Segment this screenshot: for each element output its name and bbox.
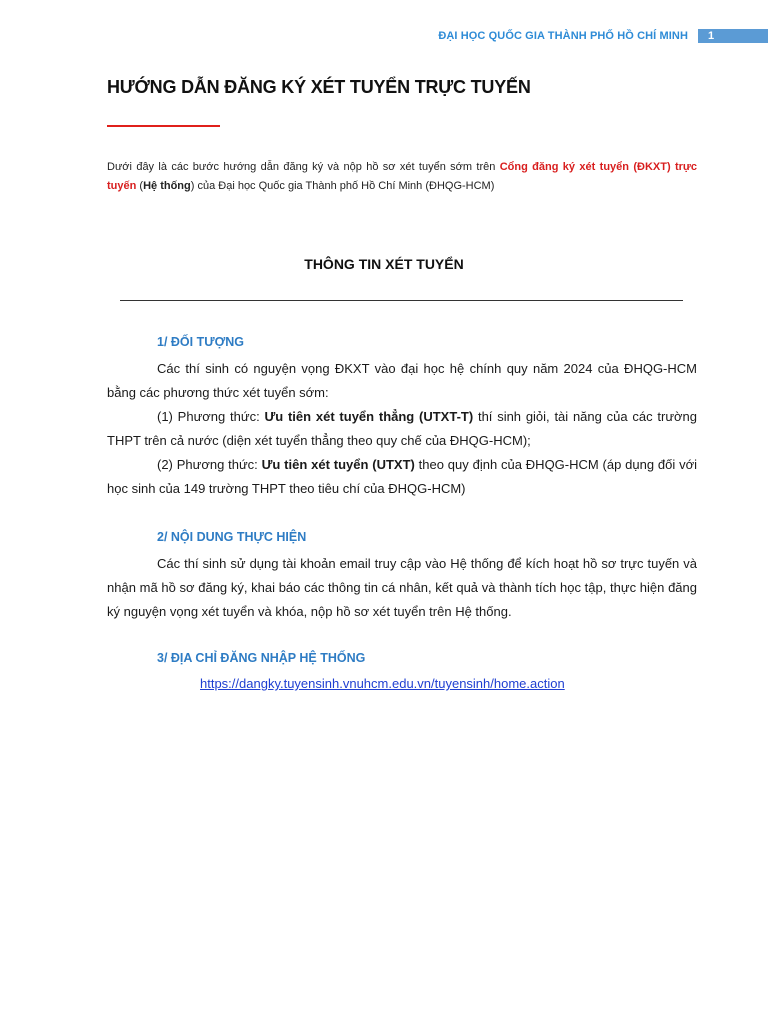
method-1-paragraph (107, 405, 697, 453)
section-3-heading: 3/ ĐỊA CHỈ ĐĂNG NHẬP HỆ THỐNG (157, 651, 366, 665)
intro-text-2: ( (136, 180, 144, 192)
title-underline (107, 125, 220, 127)
method-2-desc: theo quy định của ĐHQG-HCM (áp dụng đối với học sinh của 149 trường THPT theo tiêu chí của ĐHQG-HCM) (107, 457, 698, 496)
method-2-prefix: (2) Phương thức: (157, 457, 262, 472)
method-2-name: Ưu tiên xét tuyển (UTXT) (261, 457, 415, 472)
intro-text-1: Dưới đây là các bước hướng dẫn đăng ký và nộp hồ sơ xét tuyển sớm trên (107, 161, 500, 173)
login-url-link[interactable]: https://dangky.tuyensinh.vnuhcm.edu.vn/tuyensinh/home.action (200, 676, 565, 691)
page-number: 1 (696, 29, 768, 43)
portal-name: Cổng đăng ký xét tuyển (ĐKXT) trực tuyến (107, 161, 697, 192)
header-org: ĐẠI HỌC QUỐC GIA THÀNH PHỐ HỒ CHÍ MINH (438, 30, 688, 42)
section-1-heading: 1/ ĐỐI TƯỢNG (157, 335, 245, 349)
method-1-desc: thí sinh giỏi, tài năng của các trường THPT trên cả nước (diện xét tuyển thẳng theo quy chế của ĐHQG-HCM); (107, 409, 698, 448)
section-2-text: Các thí sinh sử dụng tài khoản email truy cập vào Hệ thống để kích hoạt hồ sơ trực tuyến và nhận mã hồ sơ đăng ký, khai báo các thông tin cá nhân, kết quả và thành tích học tập, thực hiện đăng ký nguyện vọng xét tuyển và khóa, nộp hồ sơ xét tuyển trên Hệ thống. (107, 556, 697, 619)
section-2-heading: 2/ NỘI DUNG THỰC HIỆN (157, 530, 307, 544)
section-2-paragraph (107, 552, 697, 624)
method-1-prefix: (1) Phương thức: (157, 409, 265, 424)
section-divider (120, 300, 683, 301)
intro-paragraph (107, 158, 697, 196)
intro-text-3: ) của Đại học Quốc gia Thành phố Hồ Chí Minh (ĐHQG-HCM) (190, 180, 495, 192)
system-name: Hệ thống (143, 180, 191, 192)
method-1-name: Ưu tiên xét tuyển thẳng (UTXT-T) (264, 409, 474, 424)
document-title: HƯỚNG DẪN ĐĂNG KÝ XÉT TUYỂN TRỰC TUYẾN (107, 77, 531, 97)
method-2-paragraph (107, 453, 697, 501)
section-1-paragraph (107, 357, 697, 405)
section-title: THÔNG TIN XÉT TUYỂN (304, 256, 464, 272)
section-1-text: Các thí sinh có nguyện vọng ĐKXT vào đại học hệ chính quy năm 2024 của ĐHQG-HCM bằng các phương thức xét tuyển sớm: (107, 361, 697, 400)
page-header (438, 28, 768, 44)
